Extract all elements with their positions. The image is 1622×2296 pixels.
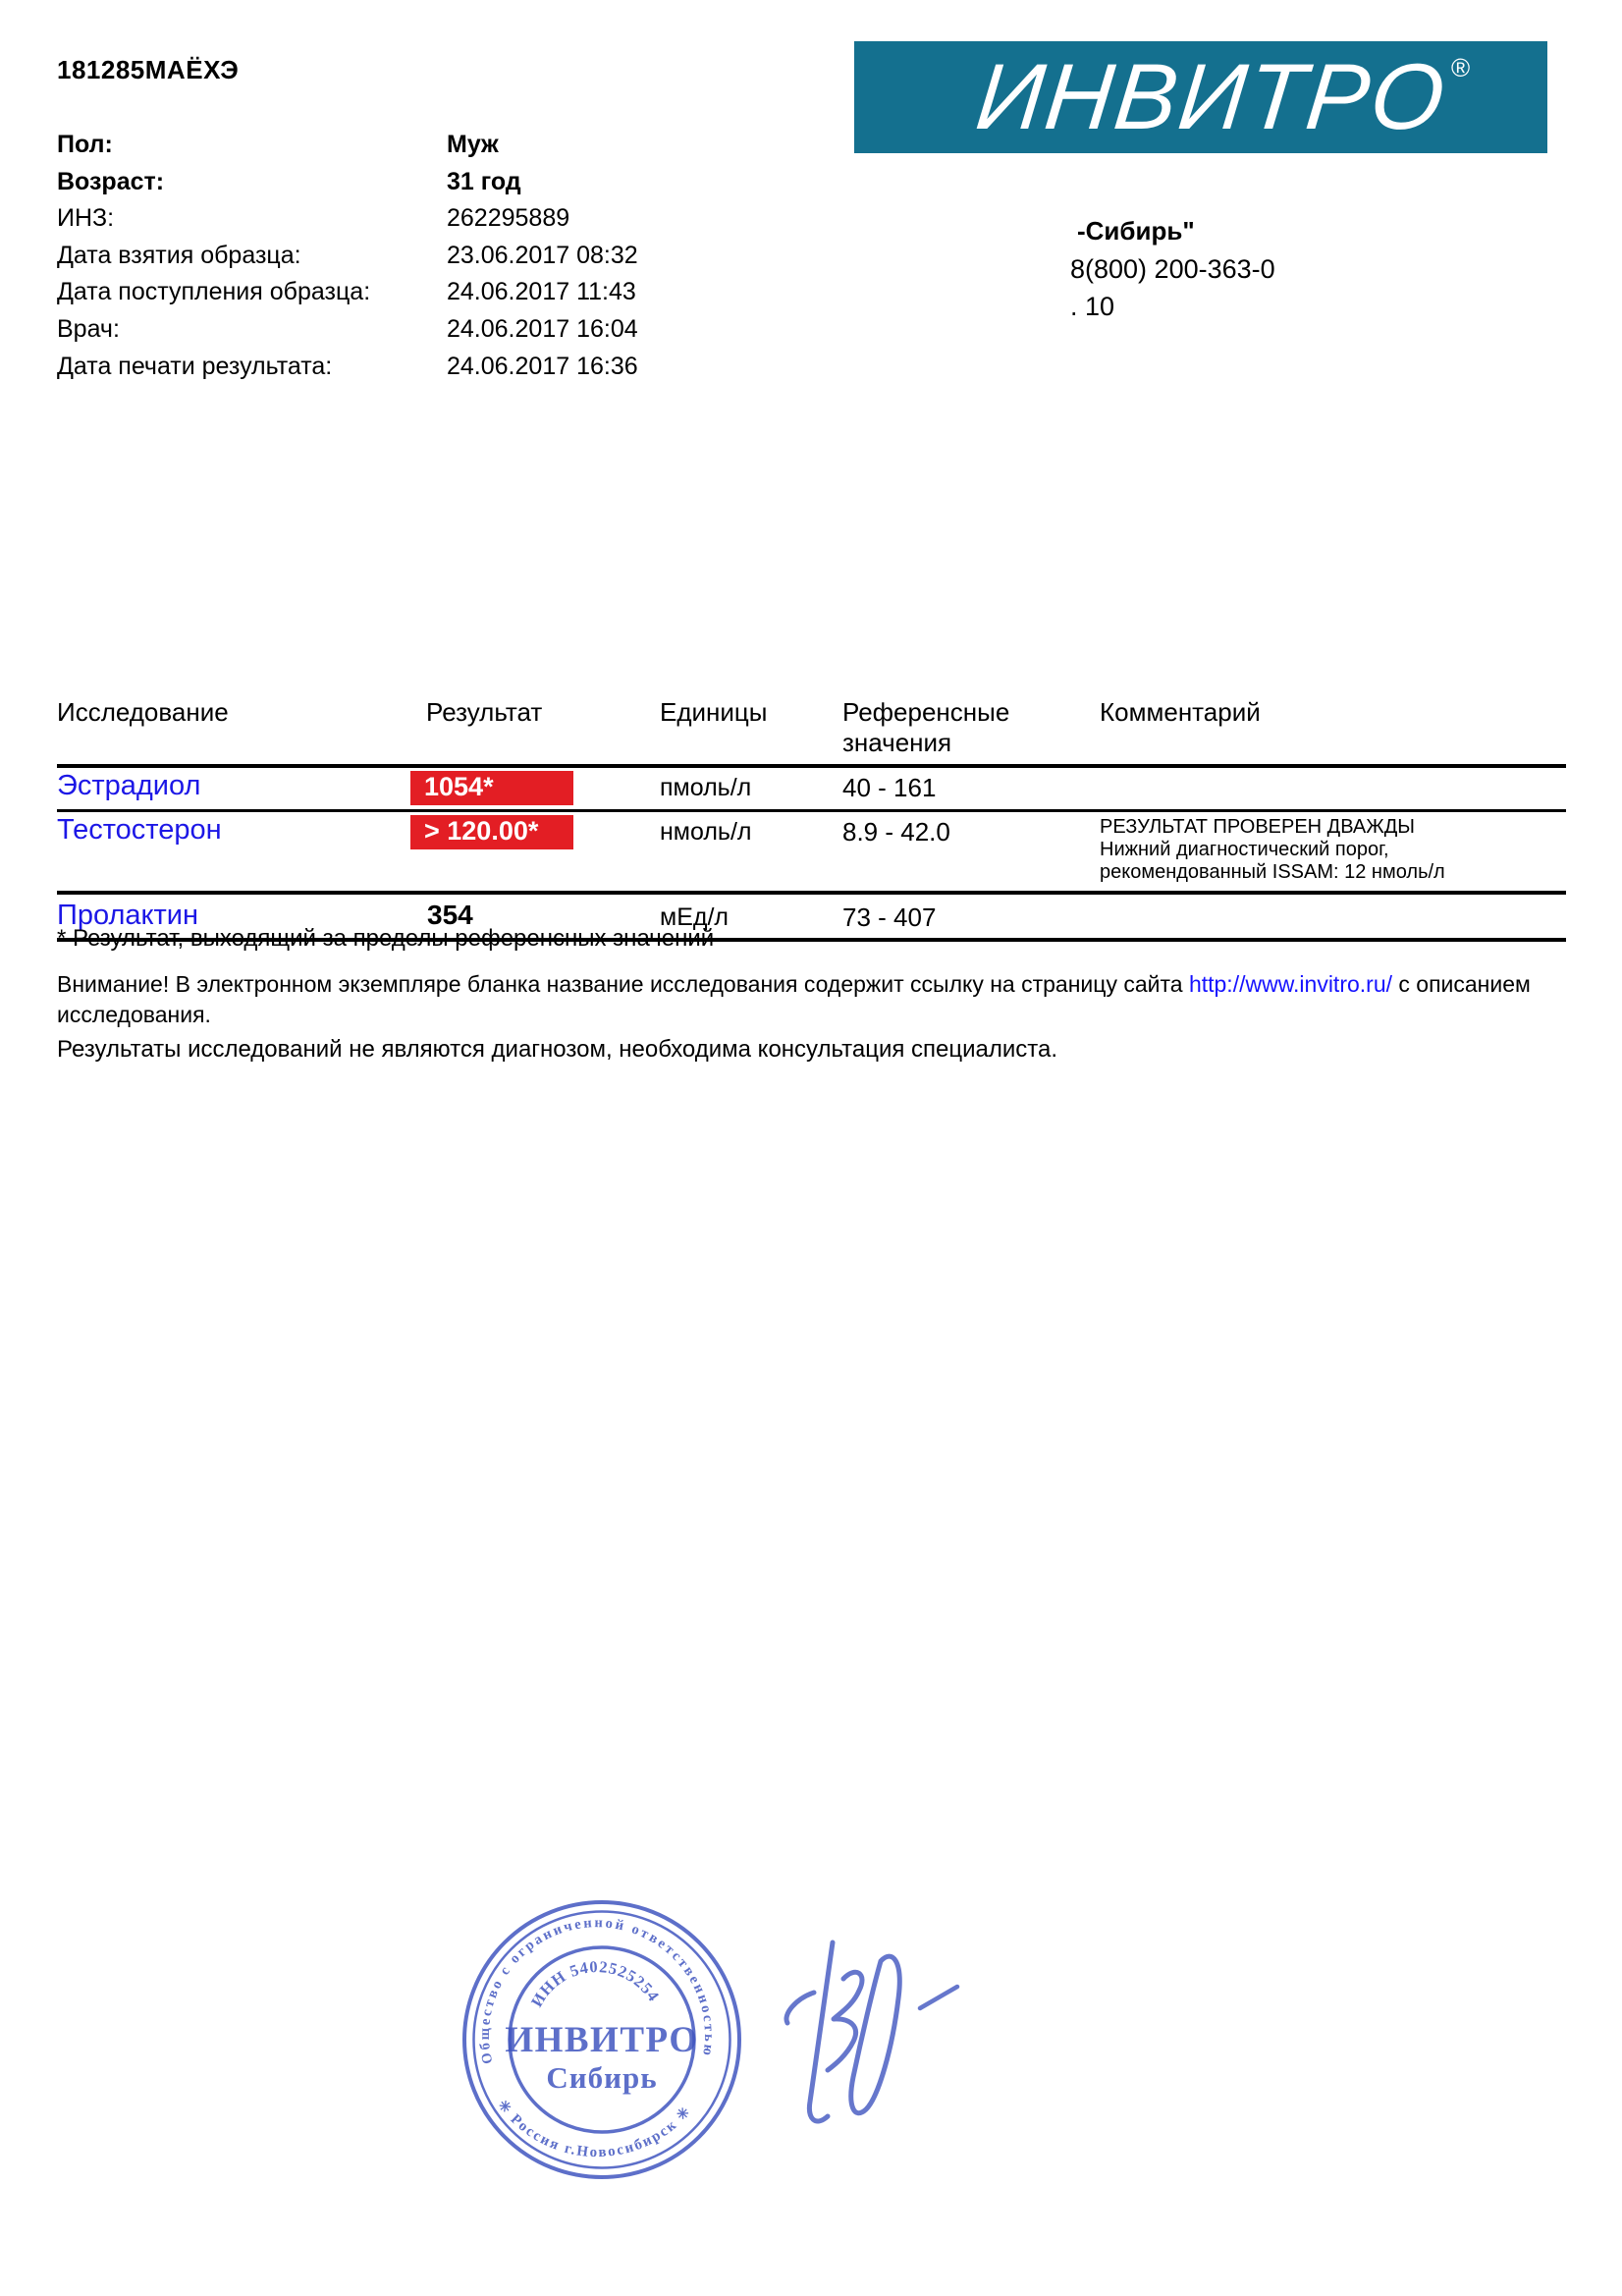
seal-center-line1: ИНВИТРО — [505, 2020, 699, 2060]
patient-value: 24.06.2017 16:04 — [447, 314, 638, 343]
table-row — [57, 812, 1566, 895]
patient-label: Дата взятия образца: — [57, 241, 301, 269]
invitro-logo — [854, 41, 1547, 153]
patient-row — [57, 204, 638, 242]
invitro-site-link[interactable]: http://www.invitro.ru/ — [1188, 971, 1393, 997]
results-table-header — [57, 695, 1566, 768]
header-result: Результат — [426, 697, 543, 727]
scan-overlap-patch — [751, 2116, 898, 2190]
seal-ring-top-text: Общество с ограниченной ответственностью — [476, 1915, 718, 2066]
patient-label: ИНЗ: — [57, 204, 115, 233]
footnote-out-of-range: * Результат, выходящий за пределы референсных значений — [57, 925, 715, 952]
reference-range-cell: 73 - 407 — [842, 902, 937, 932]
seal-center-line2: Сибирь — [546, 2060, 658, 2095]
patient-row — [57, 353, 638, 390]
patient-value: 24.06.2017 11:43 — [447, 278, 636, 306]
branch-name: -Сибирь" — [1077, 216, 1195, 246]
patient-row — [57, 315, 638, 353]
invitro-logo-text: ИНВИТРО — [971, 44, 1451, 149]
test-name-link[interactable]: Пролактин — [57, 900, 199, 931]
patient-label: Дата поступления образца: — [57, 278, 371, 306]
doctor-signature — [786, 1942, 957, 2121]
header-units: Единицы — [660, 697, 768, 727]
comment-line: Нижний диагностический порог, — [1100, 839, 1389, 860]
patient-value: 23.06.2017 08:32 — [447, 241, 638, 269]
results-table — [57, 695, 1566, 942]
reference-range-cell: 40 - 161 — [842, 773, 937, 802]
seal-inn-text: ИНН 5402525254 — [526, 1956, 664, 2010]
branch-contacts-block — [1070, 212, 1275, 326]
branch-phone: 8(800) 200-363-0 — [1070, 253, 1275, 284]
patient-row — [57, 168, 638, 205]
result-value: 354 — [427, 900, 473, 930]
registered-trademark-icon: ® — [1451, 52, 1471, 82]
footnote-disclaimer: Результаты исследований не являются диагнозом, необходима консультация специалиста. — [57, 1036, 1058, 1063]
units-cell: мЕд/л — [660, 903, 729, 931]
test-name-cell — [57, 771, 410, 809]
scan-overlap-patch — [775, 2024, 804, 2069]
patient-value: Муж — [447, 131, 499, 158]
result-cell — [410, 815, 660, 887]
patient-row — [57, 278, 638, 315]
test-name-link[interactable]: Тестостерон — [57, 814, 222, 846]
comment-cell — [1100, 901, 1566, 938]
patient-label: Возраст: — [57, 167, 165, 195]
footnote-attention — [57, 969, 1531, 1030]
report-code: 181285МАЁХЭ — [57, 55, 240, 84]
test-name-link[interactable]: Эстрадиол — [57, 770, 201, 801]
result-cell — [410, 771, 660, 809]
footnote-attention-line1: Внимание! В электронном экземпляре бланка название исследования содержит ссылку на страницу сайта http://www.invitro.ru/ с описанием — [57, 971, 1531, 997]
patient-label: Врач: — [57, 314, 120, 343]
patient-info-block — [57, 131, 638, 389]
footnote-attention-line2: исследования. — [57, 1002, 211, 1027]
header-comment: Комментарий — [1100, 697, 1261, 727]
patient-value: 24.06.2017 16:36 — [447, 352, 638, 380]
reference-range-cell: 8.9 - 42.0 — [842, 817, 950, 847]
company-seal-text — [477, 1915, 717, 2160]
header-test: Исследование — [57, 697, 229, 727]
comment-line: рекомендованный ISSAM: 12 нмоль/л — [1100, 861, 1445, 883]
comment-line: РЕЗУЛЬТАТ ПРОВЕРЕН ДВАЖДЫ — [1100, 816, 1415, 838]
patient-row — [57, 131, 638, 168]
patient-row — [57, 242, 638, 279]
units-cell: нмоль/л — [660, 818, 752, 846]
patient-value: 262295889 — [447, 204, 570, 233]
result-value-flagged: 1054* — [410, 771, 573, 805]
table-row — [57, 768, 1566, 812]
units-cell: пмоль/л — [660, 774, 752, 801]
stamp-and-signature — [437, 1871, 1065, 2214]
test-name-cell — [57, 815, 410, 887]
comment-cell — [1100, 815, 1566, 887]
result-value-flagged: > 120.00* — [410, 815, 573, 849]
comment-cell — [1100, 771, 1566, 809]
patient-label: Дата печати результата: — [57, 352, 333, 380]
seal-ring-bottom-text: ✳ Россия г.Новосибирск ✳ — [494, 2097, 694, 2161]
patient-value: 31 год — [447, 167, 521, 195]
patient-label: Пол: — [57, 131, 113, 158]
branch-address-fragment: . 10 — [1070, 292, 1115, 321]
header-reference: Референсные значения — [842, 697, 1010, 757]
